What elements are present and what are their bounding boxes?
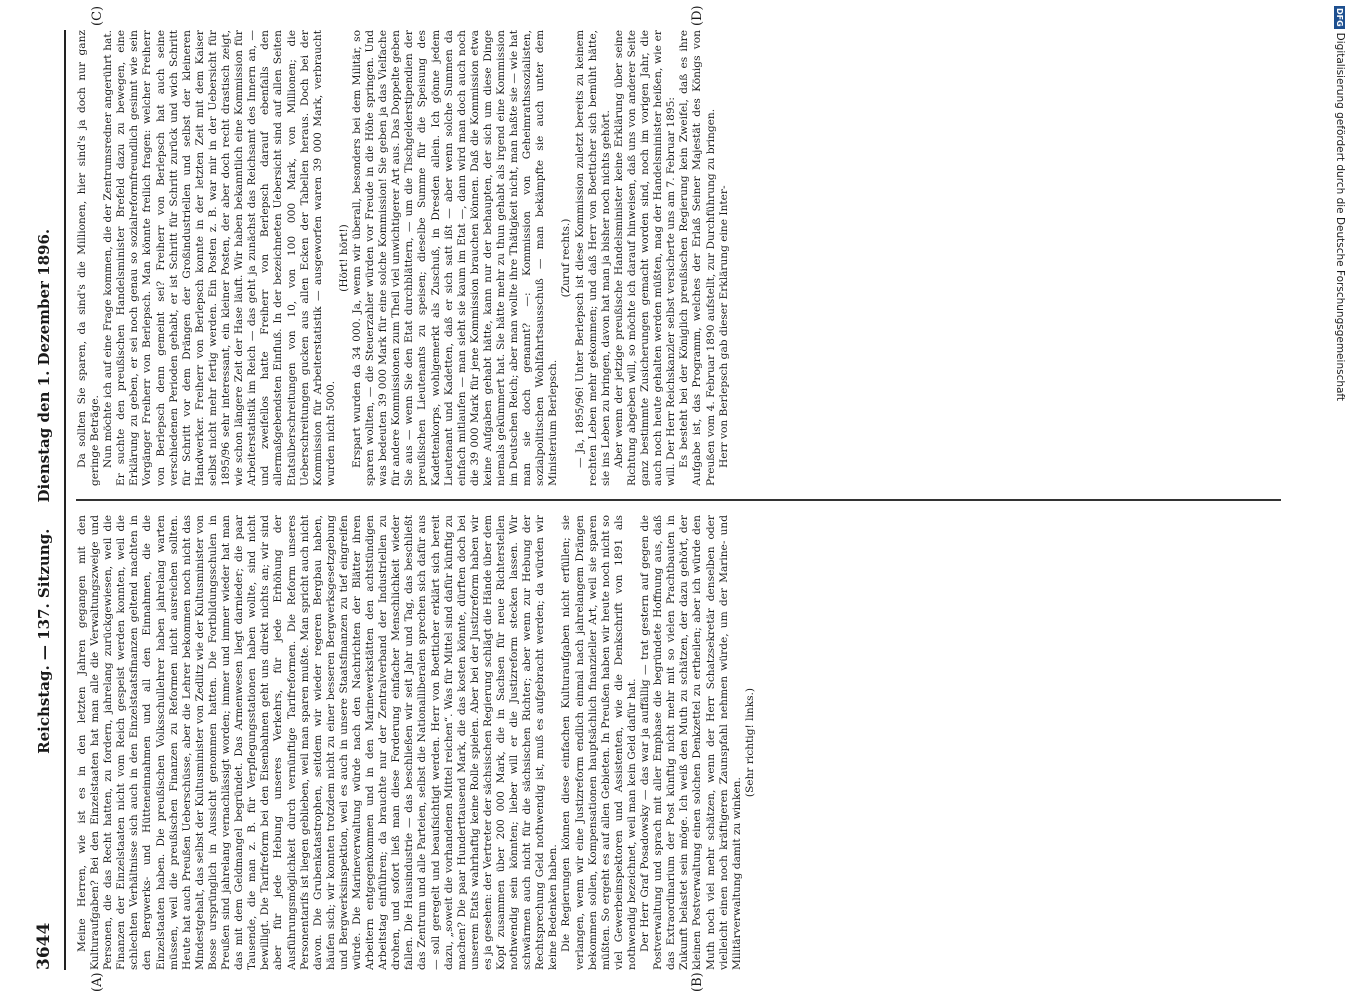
paragraph: Nun möchte ich auf eine Frage kommen, die der Zentrumsredner angerührt hat. Er suchte den preußischen Handelsminister Brefeld dazu zu bewegen, eine Erklärung zu geben, er sei noch genau so sozialreformfreundlich gesinnt wie sein Vorgänger Freiherr von Berlepsch. Man könnte freilich fragen: welcher Freiherr von Berlepsch denn gemeint sei? Freiherr von Berlepsch hat auch seine verschiedenen Perioden gehabt, er ist Schritt für Schritt zurück und wich Schritt für Schritt vor dem Drängen der Großindustriellen und selbst der kleineren Handwerker. Freiherr von Berlepsch konnte in der letzten Zeit mit dem Kaiser selbst nicht mehr fertig werden. Ein Posten z. B. war mir in der Uebersicht für 1895/96 sehr interessant, ein kleiner Posten, der aber doch recht drastisch zeigt, wie schon längere Zeit der Hase läuft. Wir haben bekanntlich eine Kommission für Arbeiterstatistik im Reich — das geht ja zunächst das Reichsamt des Innern an, — und zweifellos hatte Freiherr von Berlepsch darauf ebenfalls den allermaßgebendsten Einfluß. In der bezeichneten Uebersicht sind auf allen Seiten Etatsüberschreitungen von 10, von 100 000 Mark, von Millionen; die Ueberschreitungen gucken aus allen Ecken der Tabellen heraus. Doch bei der Kommission für Arbeiterstatistik — ausgeworfen waren 39 000 Mark, verbraucht wurden nicht 5000. xyxy=(102,30,337,486)
interjection: (Zuruf rechts.) xyxy=(560,218,573,298)
paragraph: Meine Herren, wie ist es in den letzten Jahren gegangen mit den Kulturaufgaben? Bei den Einzelstaaten hat man alle die Verwaltungszweige und Personen, die das Recht hatten, zu fordern, jahrelang zurückgewiesen, weil die Finanzen der Einzelstaaten nicht vom Reich gespeist werden konnten, weil die schlechten Verhältnisse sich auch in den Einzelstaatsfinanzen geltend machten in den Bergwerks- und Hütteneinnahmen und all den Einnahmen, die die Einzelstaaten haben. Die preußischen Volksschullehrer haben jahrelang warten müssen, weil die preußischen Finanzen zu Reformen nicht ausreichen sollten. Heute hat auch Preußen Ueberschüsse, aber die Lehrer bekommen noch nicht das Mindestgehalt, das selbst der Kultusminister von Zedlitz wie der Kultusminister von Bosse ursprünglich in Aussicht genommen hatten. Die Fortbildungsschulen in Preußen sind jahrelang vernachlässigt worden; immer und immer wieder hat man das mit dem Geldmangel begründet. Das Armenwesen liegt darnieder; die paar Tausende, die man z. B. für Verpflegungsstationen haben wollte, sind nicht bewilligt. Die Tarifreform bei den Eisenbahnen geht uns direkt nichts an; wir sind aber für jede Hebung unseres Verkehrs, für jede Erhöhung der Ausführungsmöglichkeit durch vernünftige Tarifreformen. Die Reform unseres Personentarifs ist liegen geblieben, weil man sparen mußte. Man spricht auch nicht davon. Die Grubenkatastrophen, seitdem wir wieder regeren Bergbau haben, häufen sich; wir konnten trotzdem nicht zu einer besseren Bergwerksgesetzgebung und Bergwerksinspektion, weil es auch in unsere Staatsfinanzen zu tief eingreifen würde. Die Marineverwaltung würde nach den Nachrichten der Blätter ihren Arbeitern entgegenkommen und in den Marinewerkstätten den achtstündigen Arbeitstag einführen; da brauchte nur der Zentralverband der Industriellen zu drohen, und sofort ließ man diese Forderung einfacher Menschlichkeit wieder fallen. Die Hausindustrie — das beschließen wir seit Jahr und Tag, das beschließt das Zentrum und alle Parteien, selbst die Nationalliberalen sprechen sich dafür aus — soll geregelt und beaufsichtigt werden. Herr von Boetticher erklärt sich bereit dazu, „soweit die vorhandenen Mittel reichen“. Was für Mittel sind dafür künftig zu machen? Die paar Hunderttausend Mark, die das kosten könnte, dürften doch bei unserem Etats wahrhaftig keine Rolle spielen. Aber bei der Justizreform haben wir es ja gesehen: der Vertreter der sächsischen Regierung schlägt die Hände über dem Kopf zusammen über 200 000 Mark, die in Sachsen für neue Richterstellen nothwendig sein könnten; lieber will er die Justizreform stecken lassen. Wir schwärmen auch nicht für die sächsischen Richter; aber wenn zur Hebung der Rechtsprechung Geld nothwendig ist, muß es aufgebracht werden; da würden wir keine Bedenken haben. xyxy=(76,515,560,970)
digitization-credit xyxy=(1333,6,1347,906)
paragraph: Aber wenn der jetzige preußische Handelsminister keine Erklärung über seine Richtung abgeben will, so möchte ich darauf hinweisen, daß uns von anderer Seite ganz bestimmte Zusicherungen gemacht worden sind, noch im vorigen Jahr, die auch noch heute gehalten werden müßten, mag der Handelsminister heißen, wie er will. Der Herr Reichskanzler selbst versicherte uns am 7. Februar 1895: xyxy=(612,30,678,486)
interjection: (Hört! hört!) xyxy=(337,224,350,292)
quotation: Es besteht bei der Königlich preußischen Regierung kein Zweifel, daß es ihre Aufgabe ist, das Programm, welches der Erlaß Seiner Majestät des Königs von Preußen vom 4. Februar 1890 aufstellt, zur Durchführung zu bringen. xyxy=(678,30,717,486)
paragraph: Erspart wurden da 34 000. Ja, wenn wir überall, besonders bei dem Militär, so sparen wollten, — die Steuerzahler würden vor Freude in die Höhe springen. Und was bedeuten 39 000 Mark für eine solche Kommission! Sie geben ja das Vielfache für andere Kommissionen zum Theil viel unwichtigerer Art aus. Das Doppelte geben Sie aus — wenn Sie den Etat durchblättern, — um die Tischgelderstipendien der preußischen Lieutenants zu speisen; dieselbe Summe für die Speisung des Kadettenkorps, wohlgemerkt als Zuschuß, in Dresden allein. Ich gönne jedem Lieutenant und Kadetten, daß er sich satt ißt — aber wenn solche Summen da einfach mitlaufen — man sieht sie kaum im Etat —, dann wird man doch auch noch die 39 000 Mark für jene Kommission brauchen können. Daß die Kommission etwa keine Aufgaben gehabt hätte, kann nur der behaupten, der sich um diese Dinge niemals gekümmert hat. Sie hätte mehr zu thun gehabt als irgend eine Kommission im Deutschen Reich; aber man wollte ihre Thätigkeit nicht, man haßte sie — wie hat man sie doch genannt? —: Kommission von Geheimrathssozialisten, sozialpolitischen Wohlfahrtsausschuß — man bekämpfte sie auch unter dem Ministerium Berlepsch. xyxy=(350,30,560,486)
session-title: Reichstag. — 137. Sitzung. xyxy=(35,528,53,754)
paragraph: Die Regierungen können diese einfachen Kulturaufgaben nicht erfüllen; sie verlangen, wenn wir eine Justizreform endlich einmal nach jahrelangem Drängen bekommen sollen, Kompensationen hauptsächlich finanzieller Art, weil sie sparen müßten. So ergeht es auf allen Gebieten. In Preußen haben wir heute noch nicht so viel Gewerbeinspektoren und Assistenten, wie die Denkschrift von 1891 als nothwendig bezeichnet, weil man kein Geld dafür hat. xyxy=(560,515,638,970)
paragraph: Herr von Berlepsch gab dieser Erklärung eine Inter- xyxy=(717,185,730,468)
page-number: 3644 xyxy=(34,922,54,970)
right-column xyxy=(76,30,1281,486)
margin-mark-d: (D) xyxy=(690,5,705,26)
margin-mark-b: (B) xyxy=(690,972,705,992)
page-title xyxy=(35,60,53,923)
column-divider xyxy=(76,500,1281,502)
page-header xyxy=(24,30,64,970)
paragraph: — Ja, 1895/96! Unter Berlepsch ist diese Kommission zuletzt bereits zu keinem rechten Leben mehr gekommen; und daß Herr von Boetticher sich bemüht hätte, sie ins Leben zu bringen, davon hat man ja bisher noch nichts gehört. xyxy=(573,30,612,486)
text-columns xyxy=(76,30,1281,970)
interjection: (Sehr richtig! links.) xyxy=(743,687,756,798)
paragraph: Der Herr Graf Posadowsky — das war ja auffällig — trat gestern auf gegen die Postverwaltung und sprach mit aller Emphase die begründete Hoffnung aus, daß das Extraordinarium der Post künftig nicht mehr mit so vielen Prachtbauten in Zukunft belastet sein möge. Ich weiß den Muth zu schätzen, der dazu gehört, der kleinen Postverwaltung einen solchen Denkzettel zu ertheilen; aber ich würde den Muth noch viel mehr schätzen, wenn der Herr Schatzsekretär denselben oder vielleicht einen noch kräftigeren Zaunspfahl nehmen würde, um der Marine- und Militärverwaltung damit zu winken. xyxy=(639,515,743,970)
session-date: Dienstag den 1. Dezember 1896. xyxy=(35,228,53,503)
left-column xyxy=(76,515,1281,970)
margin-mark-a: (A) xyxy=(90,972,105,992)
margin-mark-c: (C) xyxy=(90,5,105,26)
paragraph: Da sollten Sie sparen, da sind's die Millionen, hier sind's ja doch nur ganz geringe Beträge. xyxy=(76,30,102,486)
credit-text: Digitalisierung gefördert durch die Deutsche Forschungsgemeinschaft xyxy=(1334,32,1346,402)
header-rule xyxy=(64,30,66,970)
dfg-logo: DFG xyxy=(1335,8,1345,27)
